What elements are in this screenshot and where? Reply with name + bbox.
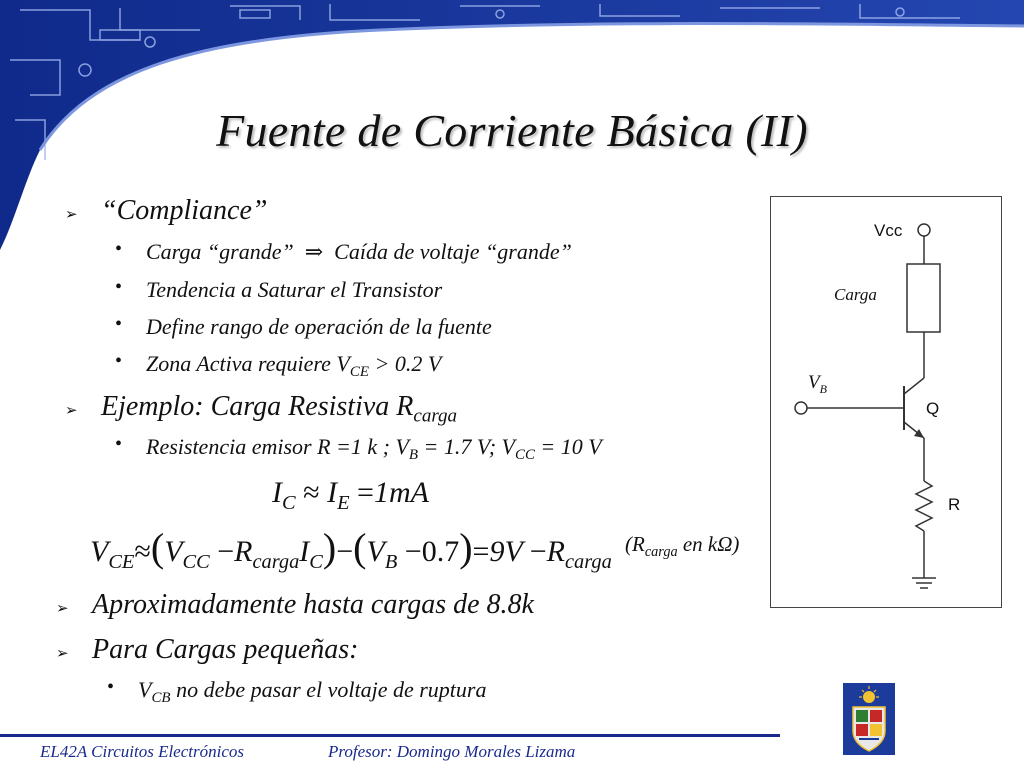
dot-bullet-icon: • xyxy=(115,276,123,298)
vb-terminal xyxy=(795,402,807,414)
bullet-ejemplo: ➢ Ejemplo: Carga Resistiva $R_{carga}$ xyxy=(65,391,458,427)
dot-bullet-icon: • xyxy=(115,433,123,455)
bullet-aproximadamente: ➢ Aproximadamente hasta cargas de 8.8k xyxy=(56,589,534,620)
bullet-define: • Define rango de operación de la fuente xyxy=(115,313,492,339)
university-seal-logo xyxy=(843,683,895,755)
arrow-bullet-icon: ➢ xyxy=(65,207,78,223)
arrow-bullet-icon: ➢ xyxy=(65,403,78,419)
dot-bullet-icon: • xyxy=(107,676,115,698)
dot-bullet-icon: • xyxy=(115,350,123,372)
slide-title: Fuente de Corriente Básica (II) xyxy=(216,105,808,156)
arrow-bullet-icon: ➢ xyxy=(56,646,69,662)
vcc-label: Vcc xyxy=(874,221,903,240)
implies-symbol: ⇒ xyxy=(304,239,324,264)
bullet-resistencia: • Resistencia emisor R =1 k ; $V_B = 1.7$ V; $V_{CC} = 10$ V xyxy=(115,433,602,464)
dot-bullet-icon: • xyxy=(115,313,123,335)
equation-note: ($R_{carga}$ en kΩ) xyxy=(625,532,740,560)
bullet-compliance: ➢ “Compliance” xyxy=(65,195,268,226)
bullet-tendencia: • Tendencia a Saturar el Transistor xyxy=(115,276,443,302)
current-source-circuit xyxy=(770,196,1002,608)
bullet-carga-grande: • Carga “grande” ⇒ Caída de voltaje “grande” xyxy=(115,238,572,264)
bullet-cargas-pequenas: ➢ Para Cargas pequeñas: xyxy=(56,634,359,665)
equation-vce: $V_{CE}\approx(V_{CC} -R_{carga}I_C)-(V_B -0.7)=9V -R_{carga}$ xyxy=(90,525,612,574)
bullet-vcb: • $V_{CB}$ no debe pasar el voltaje de ruptura xyxy=(107,676,487,707)
footer-divider xyxy=(0,734,780,737)
vcc-terminal xyxy=(918,224,930,236)
vb-label: $V_B$ xyxy=(808,372,827,396)
arrow-bullet-icon: ➢ xyxy=(56,601,69,617)
dot-bullet-icon: • xyxy=(115,238,123,260)
load-resistor xyxy=(907,264,940,332)
carga-label: Carga xyxy=(834,285,877,304)
bullet-zona-activa: • Zona Activa requiere $V_{CE} > 0.2$ V xyxy=(115,350,442,381)
equation-ic: $I_C \approx I_E =1mA$ xyxy=(272,476,429,515)
q-label: Q xyxy=(926,399,940,418)
r-label: R xyxy=(948,495,961,514)
footer-professor: Profesor: Domingo Morales Lizama xyxy=(328,742,576,761)
footer-course: EL42A Circuitos Electrónicos xyxy=(40,742,244,761)
